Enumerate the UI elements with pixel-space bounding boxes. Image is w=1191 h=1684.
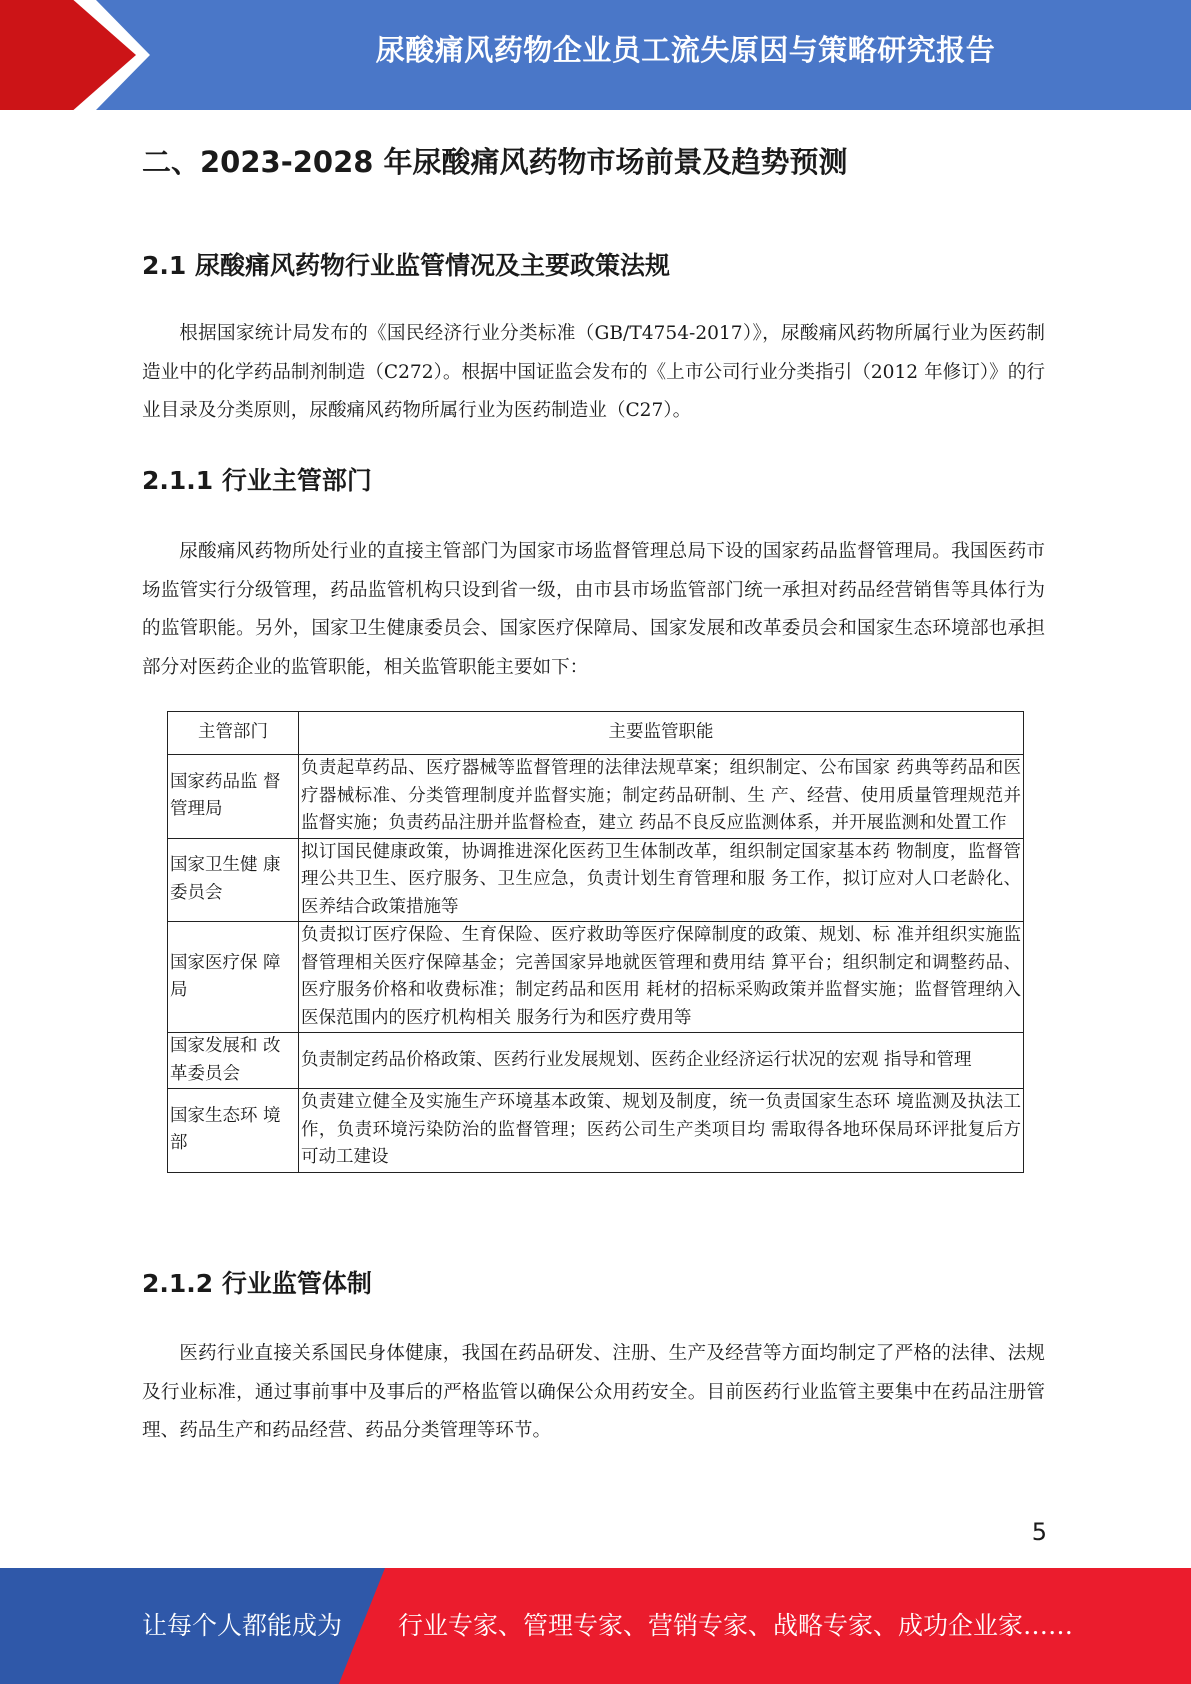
- table-cell-func: 负责制定药品价格政策、医药行业发展规划、医药企业经济运行状况的宏观 指导和管理: [299, 1033, 1024, 1089]
- table-header-row: [168, 712, 1024, 755]
- table-header-dept: 主管部门: [168, 712, 299, 755]
- report-title: 尿酸痛风药物企业员工流失原因与策略研究报告: [375, 33, 996, 67]
- header-banner: [0, 0, 1191, 110]
- footer-banner: [0, 1568, 1191, 1684]
- table-row: [168, 1089, 1024, 1173]
- table-header-func: 主要监管职能: [299, 712, 1024, 755]
- table-cell-dept: 国家生态环 境部: [168, 1089, 299, 1173]
- table-cell-dept: 国家卫生健 康委员会: [168, 838, 299, 922]
- table-cell-func: 负责拟订医疗保险、生育保险、医疗救助等医疗保障制度的政策、规划、标 准并组织实施监督管理相关医疗保障基金；完善国家异地就医管理和费用结 算平台；组织制定和调整药品、医疗服务价格和收费标准；制定药品和医用 耗材的招标采购政策并监督实施；监督管理纳入医保范围内的医疗机构相关 服务行为和医疗费用等: [299, 922, 1024, 1033]
- table-row: [168, 922, 1024, 1033]
- regulators-table: [167, 711, 1024, 1173]
- table-row: [168, 1033, 1024, 1089]
- page-number: 5: [1031, 1518, 1047, 1546]
- table-cell-dept: 国家医疗保 障局: [168, 922, 299, 1033]
- table-row: [168, 755, 1024, 839]
- footer-slogan-right: 行业专家、管理专家、营销专家、战略专家、成功企业家……: [398, 1611, 1074, 1640]
- subsection-2-1-title: 2.1 尿酸痛风药物行业监管情况及主要政策法规: [142, 251, 670, 280]
- table-cell-func: 负责起草药品、医疗器械等监督管理的法律法规草案；组织制定、公布国家 药典等药品和医疗器械标准、分类管理制度并监督实施；制定药品研制、生 产、经营、使用质量管理规范并监督实施；负责药品注册并监督检查，建立 药品不良反应监测体系，并开展监测和处置工作: [299, 755, 1024, 839]
- subsection-2-1-1-title: 2.1.1 行业主管部门: [142, 466, 372, 495]
- subsection-2-1-paragraph: 根据国家统计局发布的《国民经济行业分类标准（GB/T4754-2017）》，尿酸痛风药物所属行业为医药制造业中的化学药品制剂制造（C272）。根据中国证监会发布的《上市公司行业分类指引（2012 年修订）》的行业目录及分类原则，尿酸痛风药物所属行业为医药制造业（C27）。: [142, 323, 1045, 421]
- table-cell-func: 负责建立健全及实施生产环境基本政策、规划及制度，统一负责国家生态环 境监测及执法工作，负责环境污染防治的监督管理；医药公司生产类项目均 需取得各地环保局环评批复后方可动工建设: [299, 1089, 1024, 1173]
- section-title: 二、2023-2028 年尿酸痛风药物市场前景及趋势预测: [142, 145, 848, 179]
- subsection-2-1-1-paragraph: 尿酸痛风药物所处行业的直接主管部门为国家市场监督管理总局下设的国家药品监督管理局。我国医药市场监管实行分级管理，药品监管机构只设到省一级，由市县市场监管部门统一承担对药品经营销售等具体行为的监管职能。另外，国家卫生健康委员会、国家医疗保障局、国家发展和改革委员会和国家生态环境部也承担部分对医药企业的监管职能，相关监管职能主要如下：: [142, 541, 1045, 678]
- table-cell-func: 拟订国民健康政策，协调推进深化医药卫生体制改革，组织制定国家基本药 物制度，监督管理公共卫生、医疗服务、卫生应急，负责计划生育管理和服 务工作，拟订应对人口老龄化、医养结合政策措施等: [299, 838, 1024, 922]
- header-chevron: [0, 0, 136, 110]
- footer-slogan-left: 让每个人都能成为: [142, 1611, 343, 1640]
- table-cell-dept: 国家药品监 督管理局: [168, 755, 299, 839]
- subsection-2-1-2-title: 2.1.2 行业监管体制: [142, 1269, 372, 1298]
- table-cell-dept: 国家发展和 改革委员会: [168, 1033, 299, 1089]
- table-row: [168, 838, 1024, 922]
- subsection-2-1-2-paragraph: 医药行业直接关系国民身体健康，我国在药品研发、注册、生产及经营等方面均制定了严格的法律、法规及行业标准，通过事前事中及事后的严格监管以确保公众用药安全。目前医药行业监管主要集中在药品注册管理、药品生产和药品经营、药品分类管理等环节。: [142, 1343, 1045, 1441]
